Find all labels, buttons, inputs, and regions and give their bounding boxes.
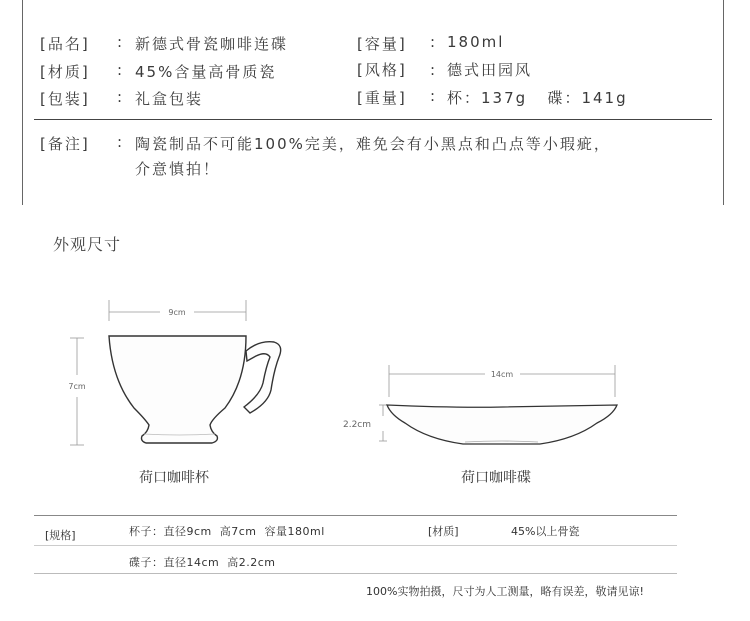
saucer-diagram: [335, 355, 635, 455]
spec-remark-label: [备注]: [40, 135, 90, 153]
saucer-height-label: 2.2cm: [342, 420, 372, 430]
spec-material-value: 45%含量高骨质瓷: [135, 63, 277, 81]
spec-style-sep: :: [430, 61, 438, 79]
spec-material-sep: :: [117, 61, 125, 79]
cup-diagram: [60, 295, 300, 465]
cup-caption: 荷口咖啡杯: [139, 470, 209, 486]
spec-package-value: 礼盒包装: [135, 90, 204, 108]
table-spec-label: [规格]: [45, 529, 76, 542]
table-saucer-spec: 碟子：直径14cm 高2.2cm: [129, 556, 276, 569]
spec-capacity-label: [容量]: [357, 35, 407, 53]
spec-remark-line2: 介意慎拍！: [135, 160, 221, 178]
cup-handle: [244, 342, 281, 413]
spec-name-label: [品名]: [40, 35, 90, 53]
table-material-value: 45%以上骨瓷: [511, 525, 580, 538]
left-border-line: [22, 0, 23, 205]
spec-style-value: 德式田园风: [447, 61, 533, 79]
saucer-width-label: 14cm: [490, 370, 514, 379]
spec-weight-value: 杯：137g 碟：141g: [447, 89, 628, 107]
spec-style-label: [风格]: [357, 61, 407, 79]
saucer-caption: 荷口咖啡碟: [461, 470, 531, 486]
table-material-label: [材质]: [428, 525, 459, 538]
saucer-outline: [387, 405, 617, 444]
spec-divider: [34, 119, 712, 120]
spec-package-sep: :: [117, 88, 125, 106]
table-cup-spec: 杯子：直径9cm 高7cm 容量180ml: [129, 525, 325, 538]
table-top-line: [34, 515, 677, 516]
spec-capacity-value: 180ml: [447, 33, 505, 51]
cup-height-label: 7cm: [68, 382, 86, 391]
spec-material-label: [材质]: [40, 63, 90, 81]
spec-package-label: [包装]: [40, 90, 90, 108]
spec-weight-label: [重量]: [357, 89, 407, 107]
spec-capacity-sep: :: [430, 33, 438, 51]
footnote: 100%实物拍摄，尺寸为人工测量，略有误差，敬请见谅!: [366, 585, 644, 598]
dimensions-title: 外观尺寸: [53, 235, 122, 254]
table-bottom-line: [34, 573, 677, 574]
cup-width-label: 9cm: [168, 308, 186, 317]
spec-remark-line1: 陶瓷制品不可能100%完美，难免会有小黑点和凸点等小瑕疵，: [135, 135, 611, 153]
spec-name-sep: :: [117, 33, 125, 51]
table-mid-line: [34, 545, 677, 546]
right-border-line: [723, 0, 724, 205]
cup-outline: [109, 336, 246, 443]
spec-name-value: 新德式骨瓷咖啡连碟: [135, 35, 289, 53]
spec-remark-sep: :: [117, 133, 125, 151]
spec-weight-sep: :: [430, 87, 438, 105]
